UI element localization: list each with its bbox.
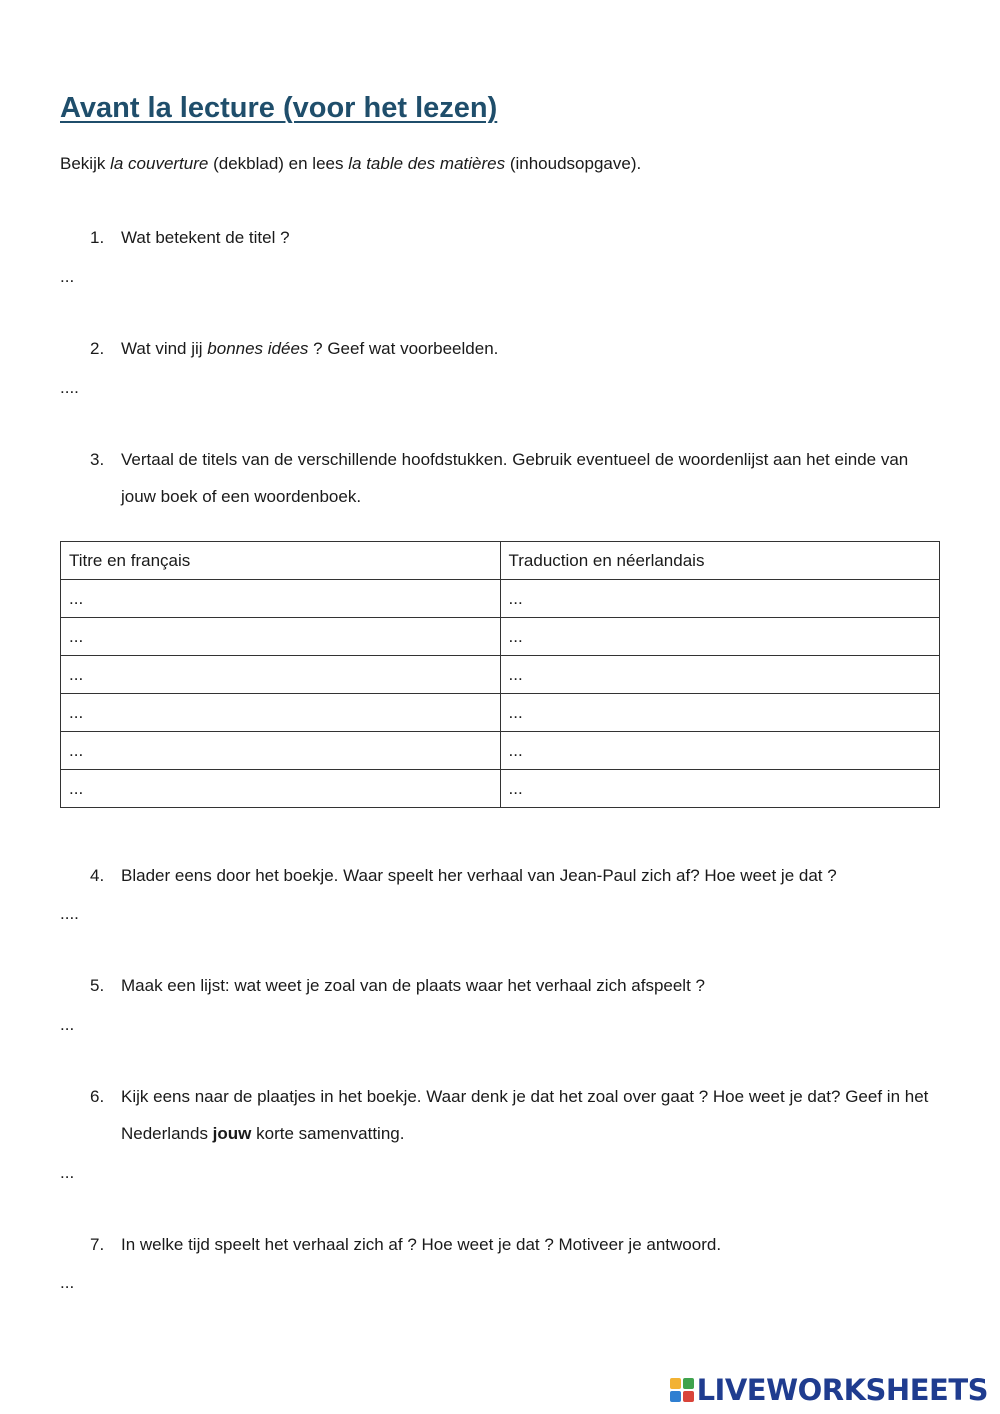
table-input-cell[interactable]: ... (500, 770, 940, 808)
table-input-cell[interactable]: ... (61, 770, 501, 808)
liveworksheets-logo (669, 1373, 988, 1407)
question-number: 2. (90, 339, 105, 358)
question-7 (60, 1226, 940, 1263)
answer-field-6[interactable]: ... (60, 1163, 75, 1182)
table-input-cell[interactable]: ... (61, 656, 501, 694)
table-input-cell[interactable]: ... (500, 656, 940, 694)
question-text: Wat betekent de titel ? (121, 228, 290, 247)
question-5 (60, 967, 940, 1004)
table-row (61, 580, 940, 618)
question-text: In welke tijd speelt het verhaal zich af ? Hoe weet je dat ? Motiveer je antwoord. (121, 1235, 722, 1254)
translation-table (60, 541, 940, 808)
table-row (61, 694, 940, 732)
question-6 (60, 1078, 940, 1152)
table-input-cell[interactable]: ... (61, 580, 501, 618)
answer-field-7[interactable]: ... (60, 1273, 75, 1292)
table-header-cell: Traduction en néerlandais (500, 542, 940, 580)
answer-field-2[interactable]: .... (60, 378, 79, 397)
question-4 (60, 857, 940, 894)
answer-field-1[interactable]: ... (60, 267, 75, 286)
question-text: Blader eens door het boekje. Waar speelt her verhaal van Jean-Paul zich af? Hoe weet je dat ? (121, 866, 837, 885)
question-number: 1. (90, 228, 105, 247)
intro-text: Bekijk la couverture (dekblad) en lees la table des matières (inhoudsopgave). (60, 154, 642, 173)
answer-field-5[interactable]: ... (60, 1015, 75, 1034)
question-number: 7. (90, 1235, 105, 1254)
table-header-row (61, 542, 940, 580)
liveworksheets-logo-icon (669, 1377, 695, 1403)
question-number: 6. (90, 1087, 105, 1106)
question-number: 5. (90, 976, 105, 995)
question-1 (60, 219, 940, 256)
question-text: Kijk eens naar de plaatjes in het boekje. Waar denk je dat het zoal over gaat ? Hoe weet je dat? Geef in het Nederlands jouw korte samenvatting. (121, 1087, 929, 1143)
answer-field-4[interactable]: .... (60, 904, 79, 923)
question-number: 3. (90, 450, 105, 469)
table-input-cell[interactable]: ... (500, 580, 940, 618)
table-header-cell: Titre en français (61, 542, 501, 580)
table-input-cell[interactable]: ... (500, 694, 940, 732)
intro-italic-couverture: la couverture (110, 154, 209, 173)
intro-italic-table: la table des matières (348, 154, 506, 173)
logo-text: LIVEWORKSHEETS (696, 1373, 988, 1407)
table-row (61, 732, 940, 770)
table-input-cell[interactable]: ... (500, 618, 940, 656)
question-number: 4. (90, 866, 105, 885)
question-3 (60, 441, 940, 515)
table-input-cell[interactable]: ... (61, 732, 501, 770)
table-row (61, 770, 940, 808)
page-title: Avant la lecture (voor het lezen) (60, 92, 498, 124)
table-input-cell[interactable]: ... (61, 618, 501, 656)
table-row (61, 618, 940, 656)
question-2 (60, 330, 940, 367)
table-row (61, 656, 940, 694)
table-input-cell[interactable]: ... (500, 732, 940, 770)
question-text: Wat vind jij bonnes idées ? Geef wat voorbeelden. (121, 339, 499, 358)
table-input-cell[interactable]: ... (61, 694, 501, 732)
question-text: Maak een lijst: wat weet je zoal van de plaats waar het verhaal zich afspeelt ? (121, 976, 705, 995)
question-text: Vertaal de titels van de verschillende hoofdstukken. Gebruik eventueel de woordenlijst aan het einde van jouw boek of een woordenboek. (121, 450, 909, 506)
